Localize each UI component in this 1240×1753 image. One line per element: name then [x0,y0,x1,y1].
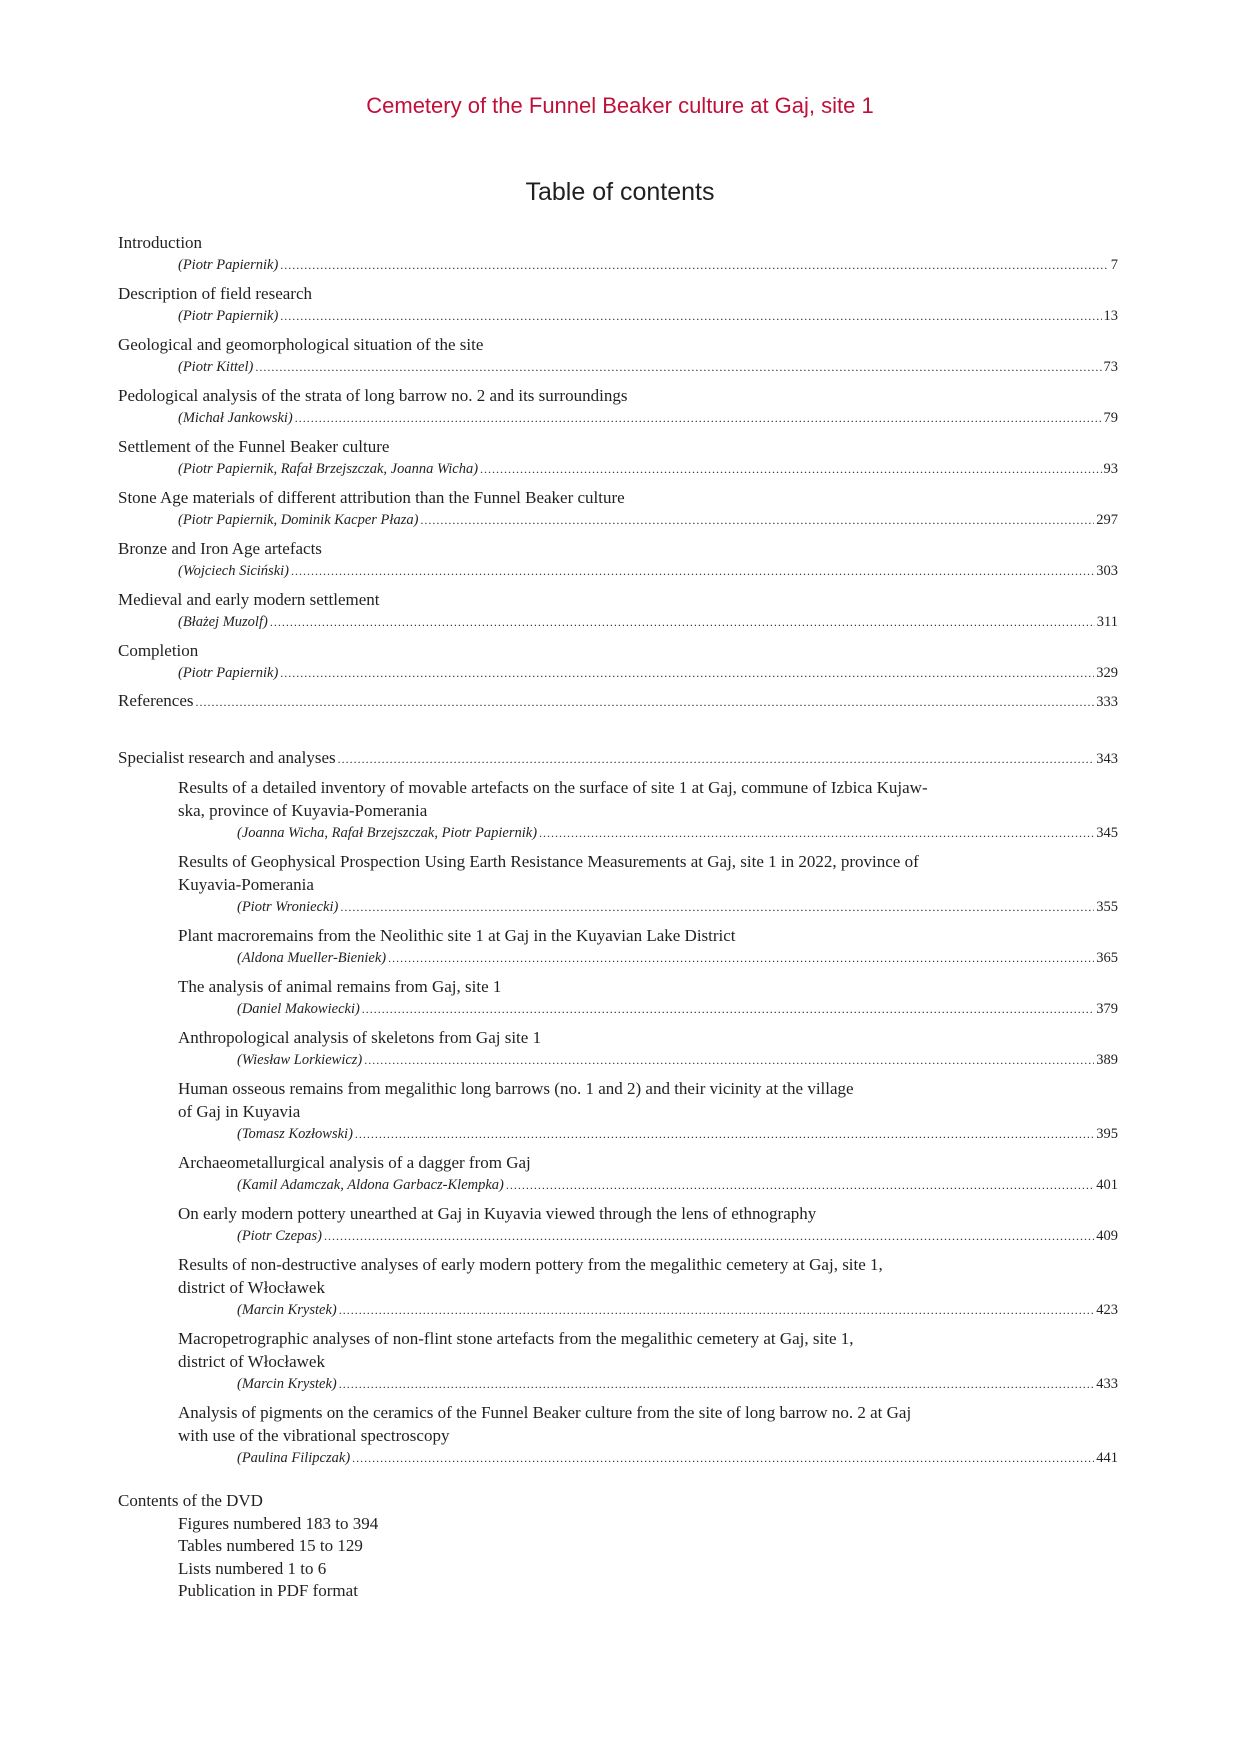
toc-entry[interactable] [118,924,1118,970]
entry-title: Human osseous remains from megalithic long barrows (no. 1 and 2) and their vicinity at the village of Gaj in Kuyavia [178,1079,854,1121]
entry-author: (Piotr Papiernik) [178,308,279,324]
page-number: 79 [1103,410,1118,426]
toc-entry[interactable] [118,1401,1118,1470]
entry-title: Completion [118,641,199,660]
entry-title: Archaeometallurgical analysis of a dagger from Gaj [178,1153,531,1172]
dot-leader [355,1123,1094,1146]
dvd-item: Lists numbered 1 to 6 [178,1558,327,1578]
page-number: 7 [1110,257,1118,273]
page-number: 379 [1096,1001,1118,1017]
dot-leader [270,611,1095,634]
dvd-title: Contents of the DVD [118,1491,263,1510]
toc-entry[interactable] [118,1151,1118,1197]
toc-entry[interactable] [118,639,1118,685]
page-number: 303 [1096,563,1118,579]
dot-leader [280,254,1108,277]
page-number: 441 [1096,1450,1118,1466]
entry-title: Stone Age materials of different attribution than the Funnel Beaker culture [118,488,625,507]
dot-leader [339,1373,1095,1396]
page-number: 13 [1103,308,1118,324]
dot-leader [352,1447,1094,1470]
dot-leader [364,1049,1094,1072]
dot-leader [388,947,1094,970]
toc-entry[interactable] [118,1327,1118,1396]
page-number: 311 [1096,614,1118,630]
entry-title: Settlement of the Funnel Beaker culture [118,437,390,456]
entry-author: (Piotr Papiernik) [178,665,279,681]
dot-leader [339,1299,1095,1322]
entry-title: Medieval and early modern settlement [118,590,380,609]
page-number: 93 [1103,461,1118,477]
entry-title: Results of Geophysical Prospection Using Earth Resistance Measurements at Gaj, site 1 in 2022, province of Kuyavia-Pomerania [178,852,919,894]
entry-title: Results of a detailed inventory of movable artefacts on the surface of site 1 at Gaj, commune of Izbica Kujaw- ska, province of Kuyavia-Pomerania [178,778,928,820]
entry-author: (Paulina Filipczak) [237,1450,351,1466]
page-number: 355 [1096,899,1118,915]
dot-leader [480,458,1101,481]
toc-entry[interactable] [118,1253,1118,1322]
dvd-item: Publication in PDF format [178,1581,358,1600]
page-number: 433 [1096,1376,1118,1392]
entry-author: (Piotr Papiernik, Rafał Brzejszczak, Joanna Wicha) [178,461,479,477]
page-number: 345 [1096,825,1118,841]
toc-entry[interactable] [118,537,1118,583]
dot-leader [255,356,1101,379]
entry-author: (Tomasz Kozłowski) [237,1126,353,1142]
toc-entry[interactable] [118,975,1118,1021]
toc-entry[interactable] [118,850,1118,919]
main-toc-list [118,231,1118,690]
page-number: 333 [1096,694,1118,710]
specialist-section [118,746,1118,1475]
entry-title: Anthropological analysis of skeletons from Gaj site 1 [178,1028,542,1047]
page-number: 389 [1096,1052,1118,1068]
toc-entry[interactable] [118,1077,1118,1146]
dot-leader [295,407,1102,430]
dot-leader [340,896,1094,919]
toc-entry[interactable] [118,282,1118,328]
toc-entry[interactable] [118,588,1118,634]
entry-author: (Piotr Papiernik) [178,257,279,273]
entry-title: Pedological analysis of the strata of long barrow no. 2 and its surroundings [118,386,628,405]
entry-author: (Michał Jankowski) [178,410,293,426]
entry-title: Specialist research and analyses [118,748,336,767]
page-number: 297 [1096,512,1118,528]
entry-author: (Marcin Krystek) [237,1302,337,1318]
dot-leader [280,305,1101,328]
toc-entry[interactable] [118,776,1118,845]
entry-author: (Kamil Adamczak, Aldona Garbacz-Klempka) [237,1177,504,1193]
toc-entry[interactable] [118,1026,1118,1072]
entry-title: On early modern pottery unearthed at Gaj in Kuyavia viewed through the lens of ethnography [178,1204,817,1223]
entry-title: Analysis of pigments on the ceramics of the Funnel Beaker culture from the site of long barrow no. 2 at Gaj with use of the vibrational spectroscopy [178,1403,912,1445]
toc-entry[interactable] [118,333,1118,379]
page-number: 73 [1103,359,1118,375]
dot-leader [506,1174,1094,1197]
specialist-toc-list [118,776,1118,1470]
toc-heading: Table of contents [525,178,715,206]
page-number: 395 [1096,1126,1118,1142]
toc-entry[interactable] [118,435,1118,481]
toc-entry[interactable] [118,1202,1118,1248]
entry-author: (Piotr Kittel) [178,359,254,375]
dot-leader [362,998,1094,1021]
dot-leader [420,509,1094,532]
entry-title: References [118,691,194,710]
specialist-heading-entry[interactable] [118,746,1118,771]
entry-title: Introduction [118,233,203,252]
page-number: 401 [1096,1177,1118,1193]
entry-author: (Wiesław Lorkiewicz) [237,1052,363,1068]
page-number: 423 [1096,1302,1118,1318]
entry-author: (Daniel Makowiecki) [237,1001,360,1017]
dvd-item: Tables numbered 15 to 129 [178,1536,363,1555]
entry-title: Geological and geomorphological situation of the site [118,335,484,354]
entry-author: (Joanna Wicha, Rafał Brzejszczak, Piotr Papiernik) [237,825,538,841]
entry-title: Macropetrographic analyses of non-flint stone artefacts from the megalithic cemetery at Gaj, site 1, district of Włocławek [178,1329,854,1371]
dvd-item: Figures numbered 183 to 394 [178,1513,379,1533]
entry-author: (Błażej Muzolf) [178,614,268,630]
dot-leader [539,822,1094,845]
page-number: 409 [1096,1228,1118,1244]
toc-entry[interactable] [118,384,1118,430]
entry-title: Plant macroremains from the Neolithic site 1 at Gaj in the Kuyavian Lake District [178,926,736,945]
dvd-contents [118,1490,1118,1603]
dot-leader [324,1225,1094,1248]
entry-title: Bronze and Iron Age artefacts [118,539,322,558]
references-entry[interactable] [118,689,1118,714]
entry-author: (Piotr Papiernik, Dominik Kacper Płaza) [178,512,419,528]
dot-leader [280,662,1094,685]
dot-leader [196,691,1095,714]
entry-author: (Piotr Czepas) [237,1228,322,1244]
page-number: 329 [1096,665,1118,681]
entry-author: (Wojciech Siciński) [178,563,289,579]
page-number: 343 [1096,751,1118,767]
dot-leader [291,560,1094,583]
entry-author: (Marcin Krystek) [237,1376,337,1392]
entry-title: Description of field research [118,284,312,303]
entry-author: (Aldona Mueller-Bieniek) [237,950,387,966]
dot-leader [338,748,1095,771]
entry-author: (Piotr Wroniecki) [237,899,339,915]
toc-entry[interactable] [118,231,1118,277]
entry-title: Results of non-destructive analyses of early modern pottery from the megalithic cemetery at Gaj, site 1, district of Włocławek [178,1255,883,1297]
book-title: Cemetery of the Funnel Beaker culture at Gaj, site 1 [366,93,874,118]
toc-entry[interactable] [118,486,1118,532]
page-number: 365 [1096,950,1118,966]
entry-title: The analysis of animal remains from Gaj, site 1 [178,977,502,996]
